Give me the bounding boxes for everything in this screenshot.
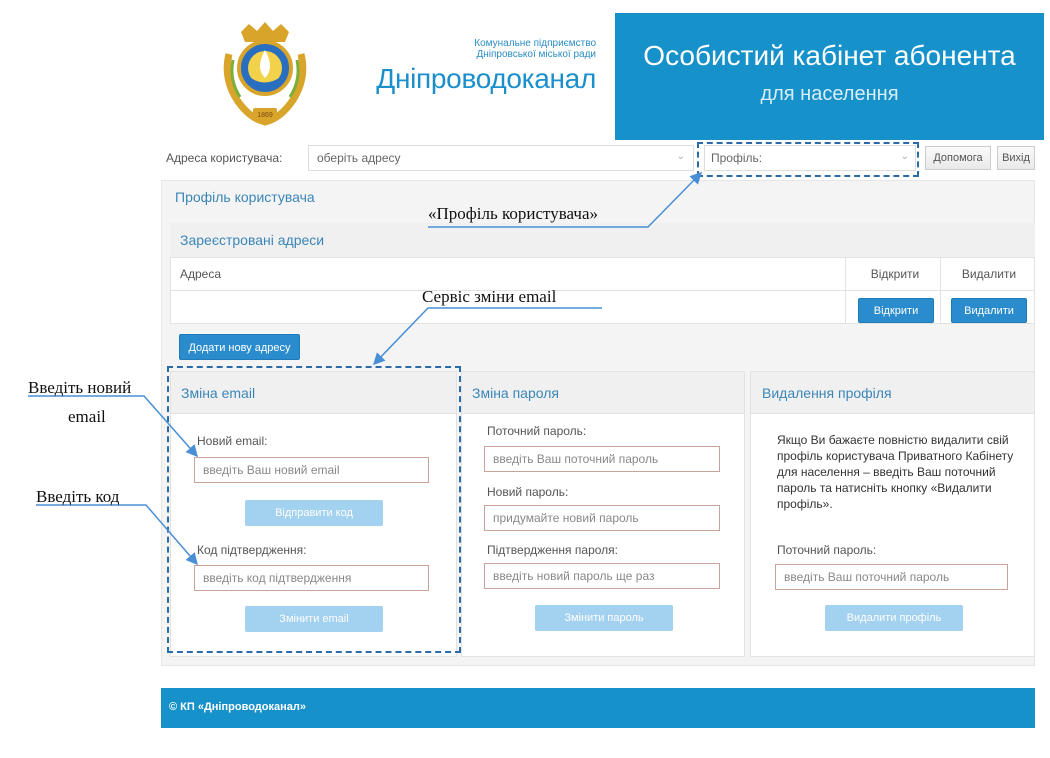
org-line1: Комунальне підприємство (474, 38, 596, 49)
address-label: Адреса користувача: (166, 151, 283, 165)
email-change-title: Зміна email (181, 385, 256, 401)
address-select[interactable] (308, 145, 694, 171)
annotation-email-highlight (167, 366, 461, 653)
column-header-address: Адреса (180, 267, 222, 281)
confirmation-code-input[interactable]: введіть код підтвердження (194, 565, 429, 591)
banner-title: Особистий кабінет абонента (643, 40, 1016, 71)
exit-button[interactable]: Вихід (997, 146, 1035, 170)
delete-address-button[interactable]: Видалити (951, 298, 1027, 323)
change-password-button[interactable]: Змінити пароль (535, 605, 673, 631)
profile-delete-description: Якщо Ви бажаєте повністю видалити свій профіль користувача Приватного Кабінету для населення – введіть Ваш поточний пароль та натисніть кнопку «Видалити профіль». (777, 433, 1014, 511)
confirmation-code-label: Код підтвердження: (197, 543, 307, 557)
new-password-label: Новий пароль: (487, 485, 569, 499)
column-header-delete: Видалити (961, 267, 1017, 281)
help-button[interactable]: Допомога (925, 146, 991, 170)
emblem-year: 1869 (257, 112, 273, 119)
open-address-button[interactable]: Відкрити (858, 298, 934, 323)
delete-password-label: Поточний пароль: (777, 543, 877, 557)
password-change-title: Зміна пароля (472, 385, 559, 401)
confirm-password-input[interactable]: введіть новий пароль ще раз (484, 563, 720, 589)
header-banner (615, 13, 1044, 140)
current-password-input[interactable]: введіть Ваш поточний пароль (484, 446, 720, 472)
annotation-code-label: Введіть код (36, 487, 120, 506)
org-line2: Дніпровської міської ради (476, 49, 596, 60)
annotation-new-email-label: Введіть новий (28, 378, 132, 397)
annotation-email-service-label: Сервіс зміни email (422, 287, 557, 306)
logo-emblem (215, 20, 315, 128)
chevron-down-icon: ⌄ (900, 151, 909, 162)
new-email-label: Новий email: (197, 434, 268, 448)
table-divider (171, 290, 1034, 291)
profile-heading: Профіль користувача (175, 189, 315, 205)
current-password-label: Поточний пароль: (487, 424, 587, 438)
new-email-input[interactable]: введіть Ваш новий email (194, 457, 429, 483)
profile-delete-title: Видалення профіля (762, 385, 892, 401)
annotation-new-email-label-2: email (68, 407, 106, 426)
banner-subtitle: для населення (760, 83, 899, 105)
send-code-button[interactable]: Відправити код (245, 500, 383, 526)
delete-profile-button[interactable]: Видалити профіль (825, 605, 963, 631)
org-name: Дніпроводоканал (376, 63, 596, 94)
column-divider (845, 258, 846, 324)
change-email-button[interactable]: Змінити email (245, 606, 383, 632)
profile-select-label: Профіль: (711, 151, 763, 165)
add-address-button[interactable]: Додати нову адресу (179, 334, 300, 360)
registered-addresses-heading: Зареєстровані адреси (180, 232, 325, 248)
address-select-value: оберіть адресу (317, 151, 401, 165)
confirm-password-label: Підтвердження пароля: (487, 543, 618, 557)
annotation-profile-label: «Профіль користувача» (428, 204, 599, 223)
new-password-input[interactable]: придумайте новий пароль (484, 505, 720, 531)
annotation-profile-highlight (697, 142, 919, 177)
footer-copyright: © КП «Дніпроводоканал» (169, 701, 306, 713)
column-divider (940, 258, 941, 324)
chevron-down-icon: ⌄ (676, 151, 685, 162)
delete-password-input[interactable]: введіть Ваш поточний пароль (775, 564, 1008, 590)
column-header-open: Відкрити (870, 267, 920, 281)
